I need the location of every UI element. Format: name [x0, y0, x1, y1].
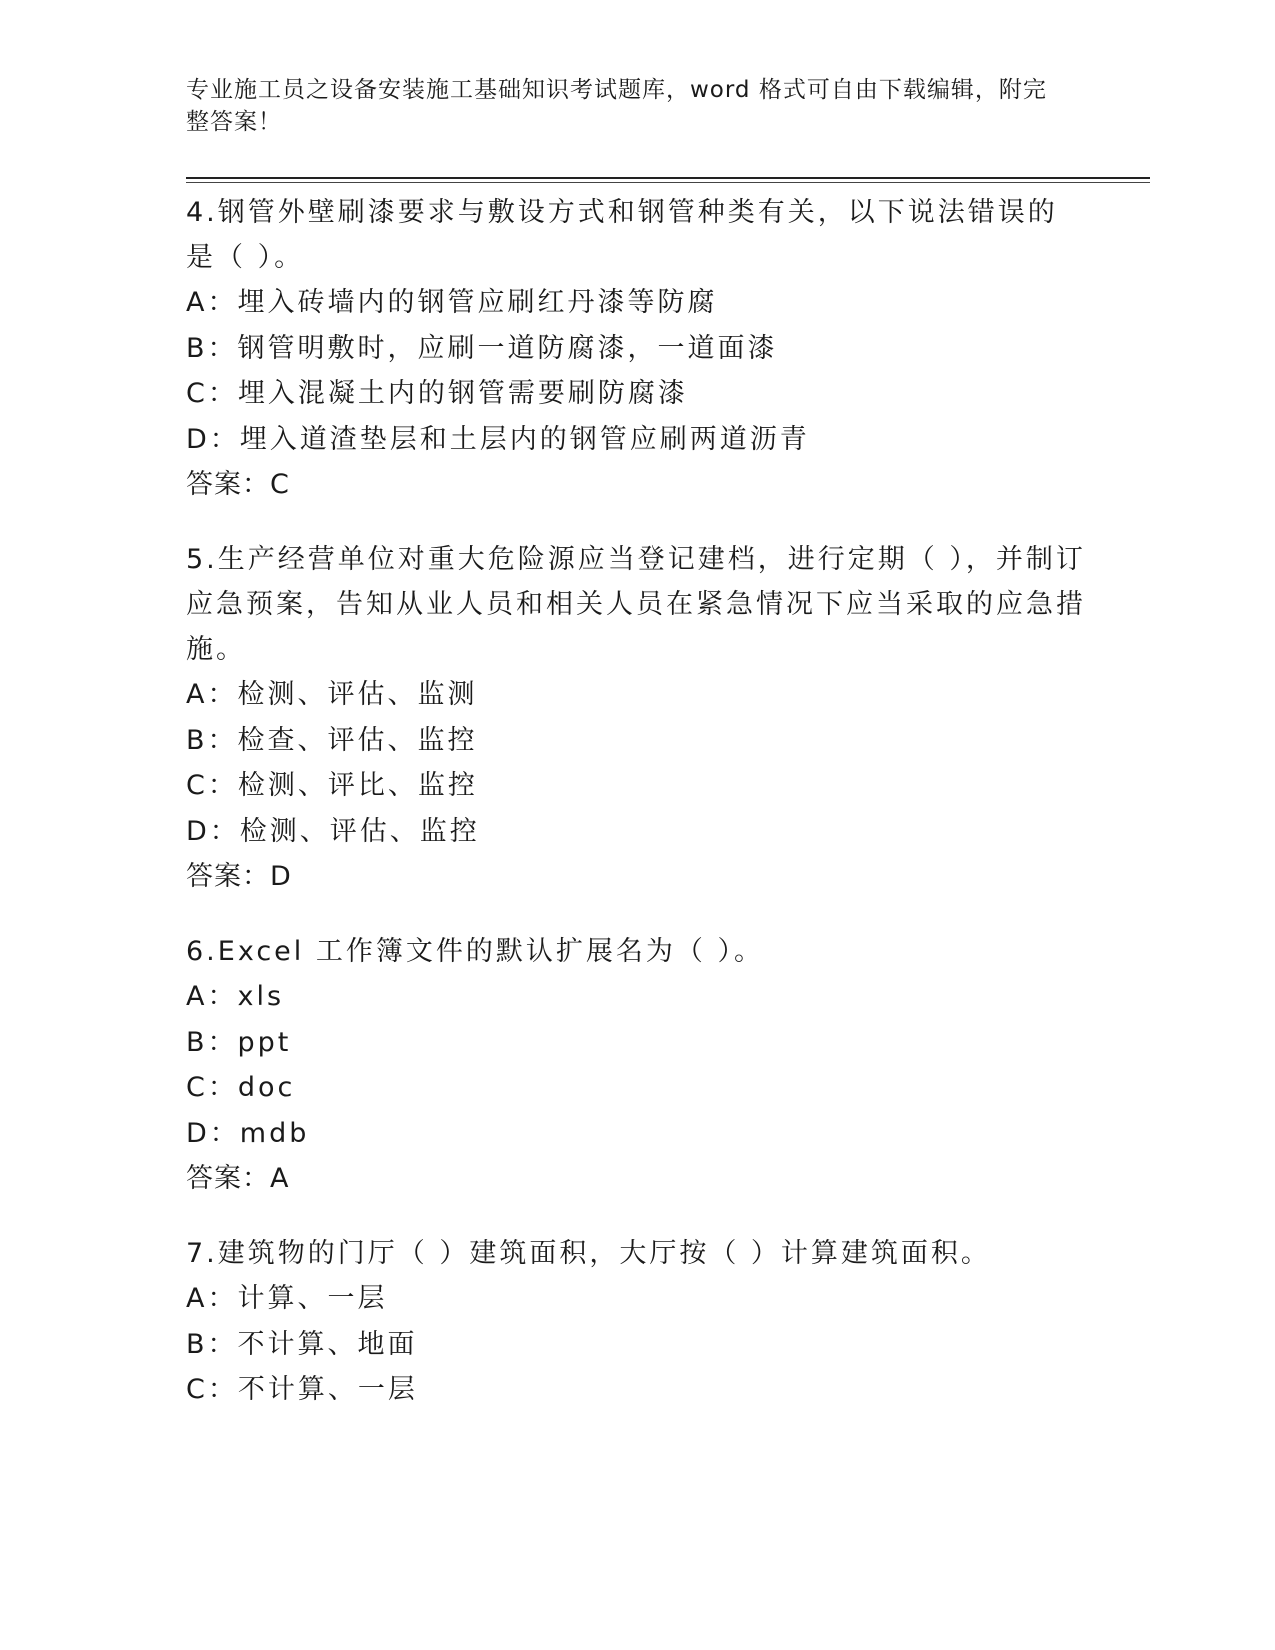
option-d: D：mdb [186, 1117, 310, 1149]
question-5 [186, 537, 1086, 899]
option-b: B：不计算、地面 [186, 1328, 418, 1360]
document-header: 专业施工员之设备安装施工基础知识考试题库，word 格式可自由下载编辑，附完整答案！ [186, 77, 1047, 135]
option-b: B：ppt [186, 1026, 292, 1058]
question-stem: 7.建筑物的门厅（ ）建筑面积，大厅按（ ）计算建筑面积。 [186, 1238, 991, 1269]
option-b: B：钢管明敷时，应刷一道防腐漆，一道面漆 [186, 332, 778, 364]
option-b: B：检查、评估、监控 [186, 724, 478, 756]
option-a: A：xls [186, 981, 285, 1012]
option-c: C：埋入混凝土内的钢管需要刷防腐漆 [186, 378, 688, 409]
option-c: C：检测、评比、监控 [186, 770, 478, 801]
option-d: D：检测、评估、监控 [186, 815, 480, 847]
header-divider-thick [186, 177, 1150, 179]
question-stem: 6.Excel 工作簿文件的默认扩展名为（ ）。 [186, 936, 764, 967]
option-c: C：doc [186, 1072, 296, 1103]
answer-line: 答案：A [186, 1163, 290, 1194]
question-stem: 5.生产经营单位对重大危险源应当登记建档，进行定期（ ），并制订应急预案，告知从业人员和相关人员在紧急情况下应当采取的应急措施。 [186, 544, 1086, 665]
option-a: A：埋入砖墙内的钢管应刷红丹漆等防腐 [186, 287, 718, 318]
option-a: A：计算、一层 [186, 1283, 388, 1314]
question-6 [186, 929, 1086, 1201]
header-divider-thin [186, 182, 1150, 183]
option-d: D：埋入道渣垫层和土层内的钢管应刷两道沥青 [186, 423, 810, 455]
answer-line: 答案：C [186, 469, 290, 500]
answer-line: 答案：D [186, 861, 292, 892]
option-c: C：不计算、一层 [186, 1374, 418, 1405]
question-stem: 4.钢管外壁刷漆要求与敷设方式和钢管种类有关，以下说法错误的是（ ）。 [186, 197, 1058, 273]
question-7 [186, 1231, 1086, 1413]
option-a: A：检测、评估、监测 [186, 679, 478, 710]
question-list [186, 190, 1086, 1443]
question-4 [186, 190, 1086, 507]
